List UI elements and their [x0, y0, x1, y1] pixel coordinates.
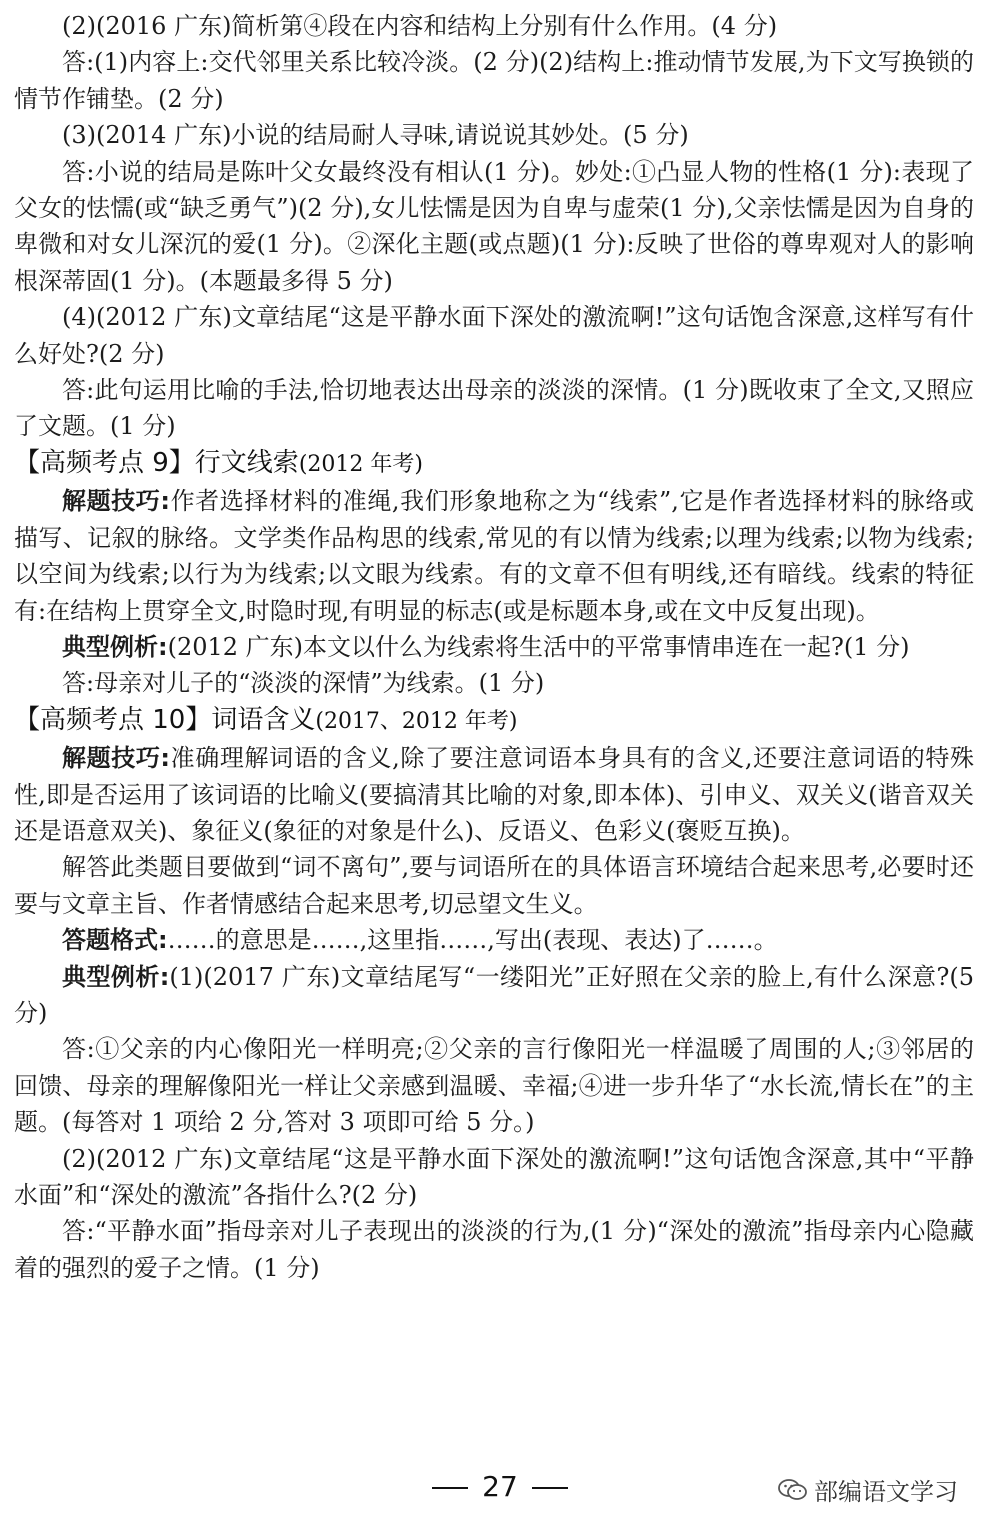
format-label: 答题格式:: [62, 926, 168, 955]
section-9-title: 【高频考点 9】行文线索: [14, 447, 299, 478]
section-10-answer-1: 答:①父亲的内心像阳光一样明亮;②父亲的言行像阳光一样温暖了周围的人;③邻居的回馈、母亲的理解像阳光一样让父亲感到温暖、幸福;④进一步升华了“水长流,情长在”的主题。(每答对 1 项给 2 分,答对 3 项即可给 5 分。): [14, 1035, 974, 1137]
tip-label: 解题技巧:: [62, 744, 171, 773]
example-text: (1)(2017 广东)文章结尾写“一缕阳光”正好照在父亲的脸上,有什么深意?(5 分): [14, 962, 974, 1027]
format-text: ……的意思是……,这里指……,写出(表现、表达)了……。: [167, 926, 778, 955]
dash-left: [432, 1487, 468, 1489]
section-9-example: [14, 629, 974, 665]
example-label: 典型例析:: [62, 962, 170, 991]
question-3: (3)(2014 广东)小说的结局耐人寻味,请说说其妙处。(5 分): [62, 121, 689, 150]
question-4: (4)(2012 广东)文章结尾“这是平静水面下深处的激流啊!”这句话饱含深意,这样写有什么好处?(2 分): [14, 303, 974, 368]
section-10-example-1: [14, 959, 974, 1032]
answer-4: 答:此句运用比喻的手法,恰切地表达出母亲的淡淡的深情。(1 分)既收束了全文,又照应了文题。(1 分): [14, 376, 974, 441]
document-page: [14, 8, 974, 1286]
wechat-icon: [778, 1478, 808, 1502]
answer-2: 答:(1)内容上:交代邻里关系比较冷淡。(2 分)(2)结构上:推动情节发展,为下文写换锁的情节作铺垫。(2 分): [14, 48, 974, 113]
watermark-text: 部编语文学习: [814, 1478, 958, 1506]
page-number-text: 27: [482, 1470, 518, 1503]
section-10-format: [14, 922, 974, 958]
section-10-tip: [14, 740, 974, 849]
answer-3: 答:小说的结局是陈叶父女最终没有相认(1 分)。妙处:①凸显人物的性格(1 分):表现了父女的怯懦(或“缺乏勇气”)(2 分),女儿怯懦是因为自卑与虚荣(1 分),父亲怯懦是因为自身的卑微和对女儿深沉的爱(1 分)。②深化主题(或点题)(1 分):反映了世俗的尊卑观对人的影响根深蒂固(1 分)。(本题最多得 5 分): [14, 157, 974, 295]
section-10-answer-2: 答:“平静水面”指母亲对儿子表现出的淡淡的行为,(1 分)“深处的激流”指母亲内心隐藏着的强烈的爱子之情。(1 分): [14, 1217, 974, 1282]
section-9-year: (2012 年考): [298, 451, 423, 477]
example-label: 典型例析:: [62, 632, 168, 661]
section-9-tip: [14, 483, 974, 629]
section-10-title: 【高频考点 10】词语含义: [14, 704, 316, 735]
section-9-heading: [14, 445, 974, 483]
example-text: (2012 广东)本文以什么为线索将生活中的平常事情串连在一起?(1 分): [167, 632, 910, 661]
dash-right: [532, 1487, 568, 1489]
watermark: [778, 1472, 958, 1507]
question-2: (2)(2016 广东)简析第④段在内容和结构上分别有什么作用。(4 分): [62, 12, 778, 40]
tip-text: 准确理解词语的含义,除了要注意词语本身具有的含义,还要注意词语的特殊性,即是否运用了该词语的比喻义(要搞清其比喻的对象,即本体)、引申义、双关义(谐音双关还是语意双关)、象征义(象征的对象是什么)、反语义、色彩义(褒贬互换)。: [14, 744, 974, 845]
section-10-heading: [14, 702, 974, 740]
section-9-answer: 答:母亲对儿子的“淡淡的深情”为线索。(1 分): [62, 669, 545, 698]
section-10-example-2: (2)(2012 广东)文章结尾“这是平静水面下深处的激流啊!”这句话饱含深意,其中“平静水面”和“深处的激流”各指什么?(2 分): [14, 1144, 974, 1209]
section-10-year: (2017、2012 年考): [315, 708, 518, 734]
tip-label: 解题技巧:: [62, 487, 170, 516]
tip-text: 作者选择材料的准绳,我们形象地称之为“线索”,它是作者选择材料的脉络或描写、记叙的脉络。文学类作品构思的线索,常见的有以情为线索;以理为线索;以物为线索;以空间为线索;以行为为线索;以文眼为线索。有的文章不但有明线,还有暗线。线索的特征有:在结构上贯穿全文,时隐时现,有明显的标志(或是标题本身,或在文中反复出现)。: [14, 487, 974, 625]
section-10-tip-2: 解答此类题目要做到“词不离句”,要与词语所在的具体语言环境结合起来思考,必要时还要与文章主旨、作者情感结合起来思考,切忌望文生义。: [14, 853, 974, 918]
